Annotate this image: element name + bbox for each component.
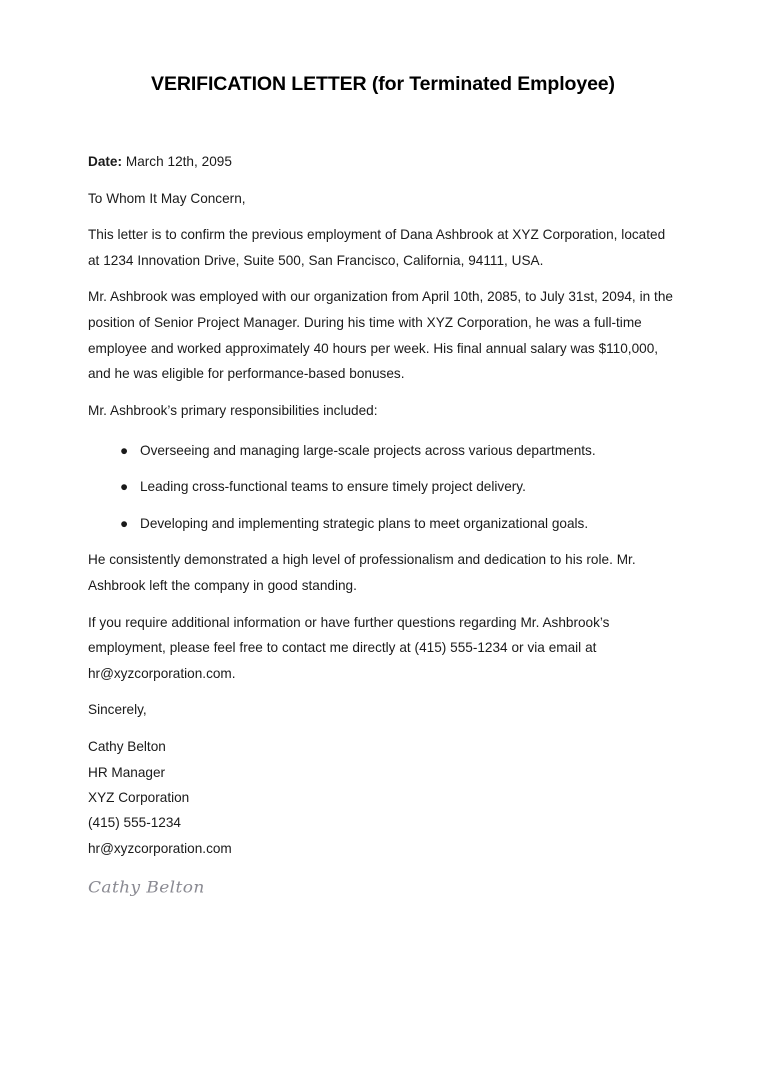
bullet-icon: ●: [120, 479, 129, 495]
bullet-icon: ●: [120, 516, 129, 532]
signer-company: XYZ Corporation: [88, 790, 190, 806]
list-item-label: Overseeing and managing large-scale projects across various departments.: [140, 442, 596, 458]
signer-name: Cathy Belton: [88, 739, 166, 755]
bullet-icon: ●: [120, 442, 129, 458]
list-item-label: Developing and implementing strategic plans to meet organizational goals.: [140, 516, 589, 532]
date-value: March 12th, 2095: [122, 154, 232, 170]
closing-salutation: Sincerely,: [88, 702, 147, 718]
handwritten-signature: Cathy Belton: [88, 879, 205, 898]
list-item: [88, 474, 678, 500]
paragraph-employment: Mr. Ashbrook was employed with our organization from April 10th, 2085, to July 31st, 2094, in the position of Senior Project Manager. During his time with XYZ Corporation, he was a full-time employee and worked approximately 40 hours per week. His final annual salary was $110,000, and he was eligible for performance-based bonuses.: [88, 289, 673, 382]
paragraph-intro: This letter is to confirm the previous employment of Dana Ashbrook at XYZ Corporation, located at 1234 Innovation Drive, Suite 500, San Francisco, California, 94111, USA.: [88, 226, 666, 268]
letter-content: [88, 0, 678, 898]
responsibilities-intro: Mr. Ashbrook’s primary responsibilities included:: [88, 402, 378, 418]
date-label: Date:: [88, 154, 122, 170]
salutation: To Whom It May Concern,: [88, 190, 246, 206]
signer-email: hr@xyzcorporation.com: [88, 840, 232, 856]
list-item: [88, 438, 678, 464]
signer-job-title: HR Manager: [88, 764, 166, 780]
paragraph-contact: If you require additional information or have further questions regarding Mr. Ashbrook’s employment, please feel free to contact me directly at (415) 555-1234 or via email at hr@xyzcorporation.com.: [88, 614, 610, 682]
list-item: [88, 511, 678, 537]
list-item-label: Leading cross-functional teams to ensure timely project delivery.: [140, 479, 526, 495]
date-line: [88, 96, 678, 175]
page-title: VERIFICATION LETTER (for Terminated Employee): [151, 73, 615, 95]
signature-block: [88, 734, 678, 861]
responsibilities-list: [88, 438, 678, 537]
paragraph-conduct: He consistently demonstrated a high level of professionalism and dedication to his role. Mr. Ashbrook left the company in good standing.: [88, 552, 636, 594]
signer-phone: (415) 555-1234: [88, 815, 181, 831]
